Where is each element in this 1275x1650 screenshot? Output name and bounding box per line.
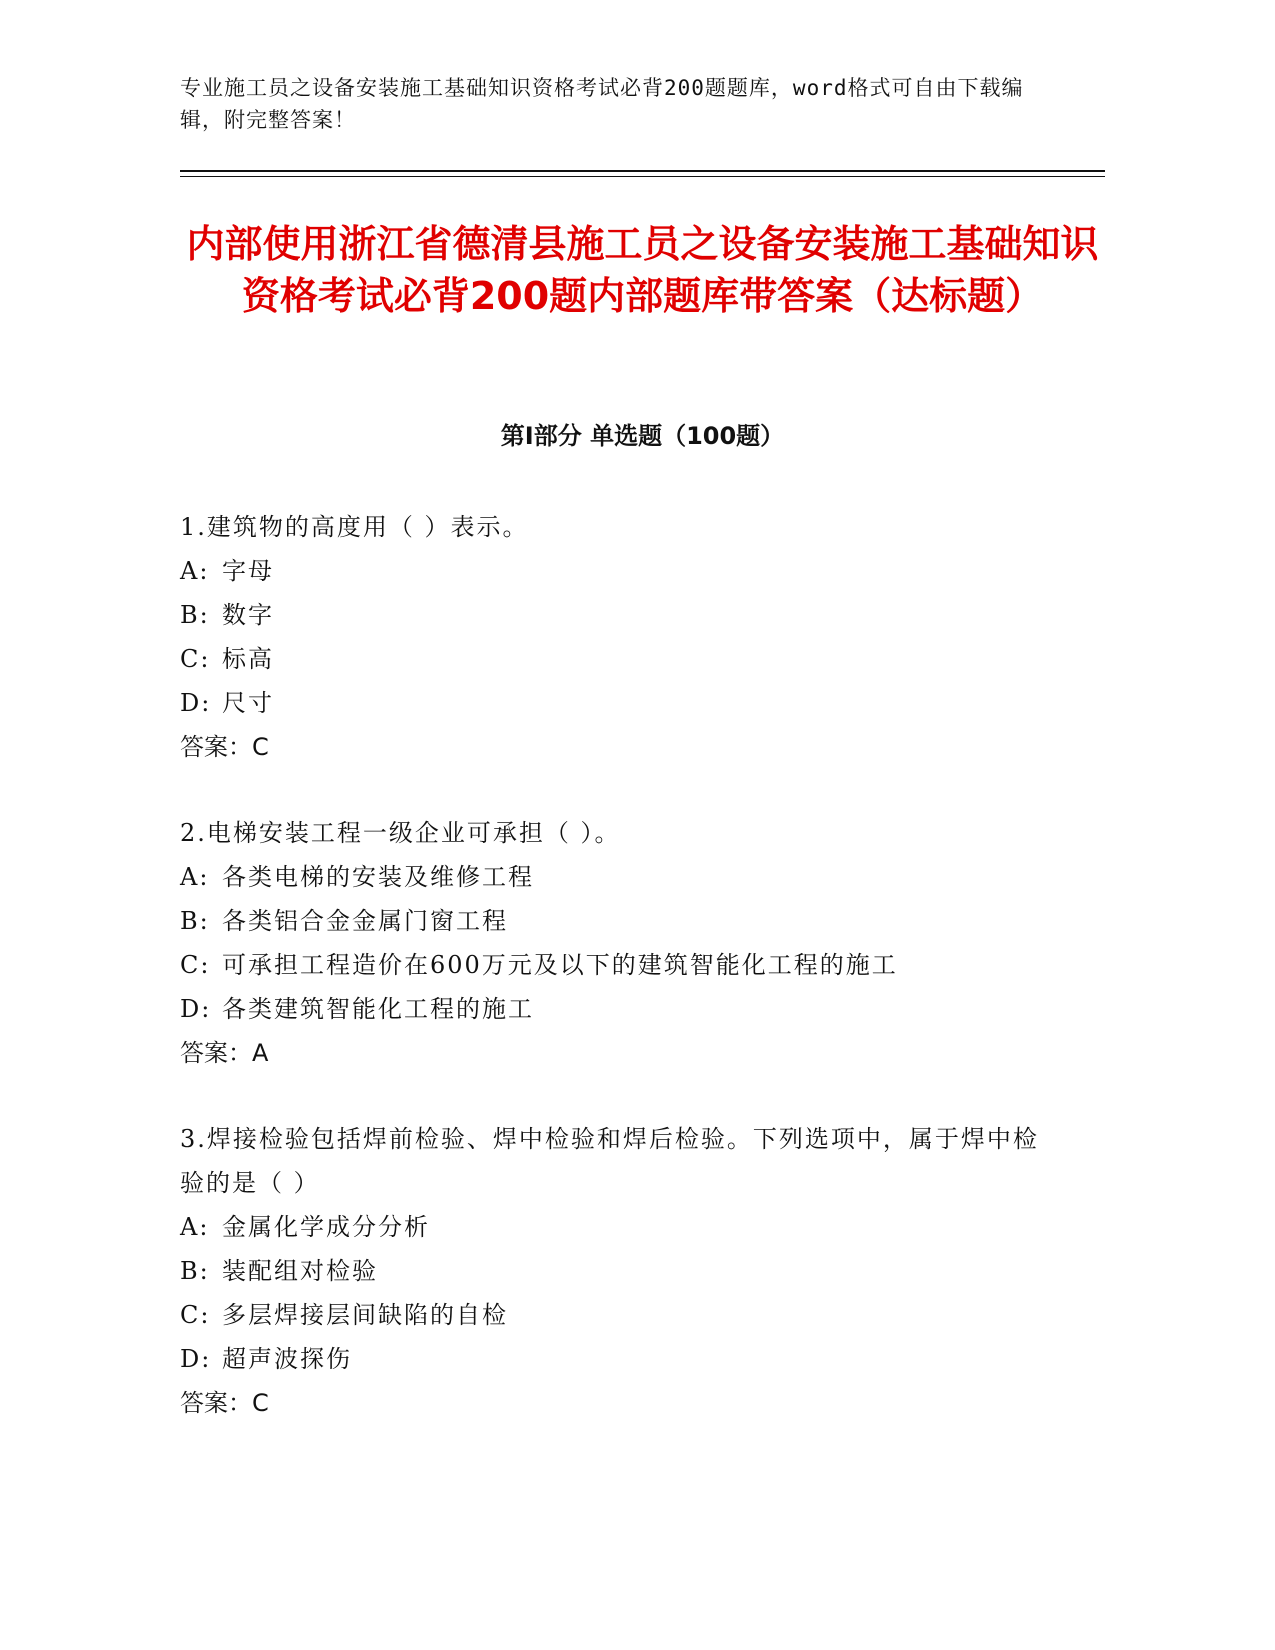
option-b bbox=[180, 899, 1040, 943]
option-key: C: bbox=[180, 951, 211, 979]
header-note: 专业施工员之设备安装施工基础知识资格考试必背200题题库，word格式可自由下载编辑，附完整答案！ bbox=[180, 76, 1024, 132]
question-2 bbox=[180, 811, 1040, 1075]
option-key: C: bbox=[180, 1301, 211, 1329]
option-text: 超声波探伤 bbox=[222, 1345, 352, 1373]
option-key: D: bbox=[180, 689, 212, 717]
option-b bbox=[180, 1249, 1040, 1293]
option-a bbox=[180, 549, 1040, 593]
option-key: B: bbox=[180, 1257, 210, 1285]
answer: 答案：C bbox=[180, 1389, 269, 1417]
option-key: B: bbox=[180, 907, 210, 935]
option-text: 各类铝合金金属门窗工程 bbox=[222, 907, 508, 935]
document-title: 内部使用浙江省德清县施工员之设备安装施工基础知识资格考试必背200题内部题库带答案（达标题） bbox=[186, 222, 1099, 318]
option-text: 可承担工程造价在600万元及以下的建筑智能化工程的施工 bbox=[222, 951, 898, 979]
option-key: A: bbox=[180, 1213, 210, 1241]
option-text: 字母 bbox=[222, 557, 274, 585]
option-text: 装配组对检验 bbox=[222, 1257, 378, 1285]
option-d bbox=[180, 1337, 1040, 1381]
answer: 答案：C bbox=[180, 733, 269, 761]
option-d bbox=[180, 681, 1040, 725]
option-text: 标高 bbox=[222, 645, 274, 673]
option-c bbox=[180, 943, 1040, 987]
option-key: B: bbox=[180, 601, 210, 629]
option-text: 金属化学成分分析 bbox=[222, 1213, 430, 1241]
option-a bbox=[180, 1205, 1040, 1249]
option-key: D: bbox=[180, 1345, 212, 1373]
question-1 bbox=[180, 505, 1040, 769]
option-b bbox=[180, 593, 1040, 637]
option-text: 多层焊接层间缺陷的自检 bbox=[222, 1301, 508, 1329]
header-divider-thin bbox=[180, 176, 1105, 177]
option-text: 尺寸 bbox=[222, 689, 274, 717]
option-c bbox=[180, 637, 1040, 681]
option-a bbox=[180, 855, 1040, 899]
header-divider-thick bbox=[180, 170, 1105, 172]
option-text: 数字 bbox=[222, 601, 274, 629]
question-3 bbox=[180, 1117, 1040, 1425]
option-text: 各类电梯的安装及维修工程 bbox=[222, 863, 534, 891]
section-heading: 第Ⅰ部分 单选题（100题） bbox=[500, 422, 785, 450]
option-c bbox=[180, 1293, 1040, 1337]
answer: 答案：A bbox=[180, 1039, 269, 1067]
option-key: A: bbox=[180, 863, 210, 891]
question-stem: 2.电梯安装工程一级企业可承担（ ）。 bbox=[180, 819, 621, 847]
question-stem: 3.焊接检验包括焊前检验、焊中检验和焊后检验。下列选项中，属于焊中检验的是（ ） bbox=[180, 1125, 1039, 1197]
option-key: C: bbox=[180, 645, 211, 673]
option-text: 各类建筑智能化工程的施工 bbox=[222, 995, 534, 1023]
option-key: A: bbox=[180, 557, 210, 585]
question-stem: 1.建筑物的高度用（ ）表示。 bbox=[180, 513, 529, 541]
question-list bbox=[180, 505, 1040, 1467]
option-key: D: bbox=[180, 995, 212, 1023]
option-d bbox=[180, 987, 1040, 1031]
